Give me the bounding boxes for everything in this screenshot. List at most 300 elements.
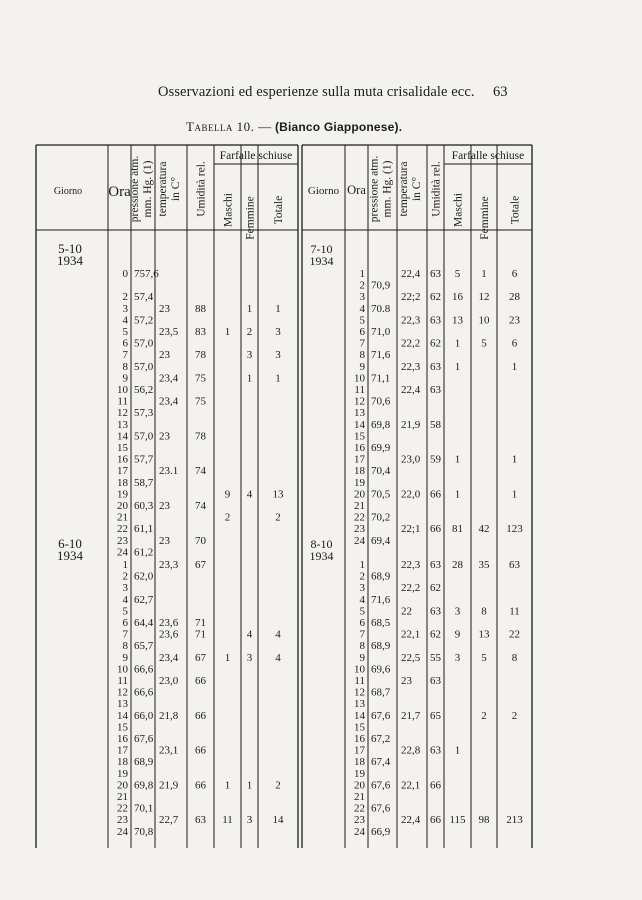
umidita-cell: 63 [430, 559, 441, 571]
totale-cell: 63 [509, 559, 520, 571]
temperatura-cell: 22,8 [401, 744, 421, 757]
umidita-cell: 63 [430, 384, 441, 396]
ora-cell: 24 [354, 534, 365, 547]
temperatura-header: in C° [411, 176, 423, 202]
femmine-cell: 13 [478, 628, 490, 641]
pressione-cell: 70,4 [371, 465, 391, 478]
maschi-header: Maschi [222, 193, 235, 227]
ora-cell: 13 [117, 698, 128, 711]
ora-cell: 10 [354, 372, 365, 385]
femmine-cell: 5 [481, 651, 487, 664]
temperatura-cell: 22,3 [401, 559, 421, 571]
maschi-cell: 3 [454, 651, 461, 664]
maschi-cell: 81 [452, 523, 463, 536]
temperatura-cell: 21,9 [401, 418, 421, 431]
ora-cell: 21 [117, 511, 128, 524]
pressione-cell: 71,6 [371, 349, 391, 362]
giorno-header: Giorno [53, 186, 83, 197]
femmine-cell: 4 [246, 488, 253, 501]
pressione-cell: 57,4 [134, 291, 154, 304]
temperatura-cell: 23,6 [159, 617, 179, 629]
giorno-year: 1934 [57, 548, 83, 563]
ora-cell: 18 [354, 465, 365, 478]
umidita-cell: 62 [430, 628, 441, 641]
temperatura-cell: 22,4 [401, 268, 421, 280]
pressione-cell: 66,6 [134, 663, 154, 676]
femmine-cell: 3 [246, 349, 253, 362]
pressione-cell: 71,1 [371, 372, 391, 385]
giorno-date: 8-10 [310, 537, 333, 551]
pressione-cell: 68,7 [371, 686, 391, 699]
ora-cell: 6 [359, 326, 365, 338]
ora-cell: 1 [359, 268, 365, 280]
totale-cell: 213 [506, 814, 523, 827]
totale-cell: 23 [509, 314, 520, 327]
ora-cell: 19 [354, 476, 365, 489]
ora-cell: 19 [354, 767, 365, 780]
femmine-cell: 10 [478, 314, 490, 327]
maschi-cell: 1 [454, 488, 461, 501]
ora-cell: 5 [122, 605, 128, 618]
umidita-cell: 63 [430, 744, 441, 757]
umidita-cell: 70 [195, 534, 206, 547]
temperatura-cell: 23,3 [159, 559, 179, 571]
ora-cell: 22 [354, 802, 365, 815]
maschi-cell: 1 [224, 779, 231, 792]
pressione-cell: 70,1 [134, 802, 154, 815]
ora-cell: 8 [122, 640, 128, 653]
totale-cell: 22 [509, 628, 520, 641]
pressione-cell: 67,6 [134, 733, 154, 745]
pressione-cell: 67,6 [371, 709, 391, 722]
maschi-cell: 3 [454, 605, 461, 618]
umidita-cell: 66 [195, 675, 206, 687]
umidita-header: Umidità rel. [195, 161, 208, 217]
femmine-cell: 1 [246, 372, 253, 385]
ora-cell: 11 [117, 675, 128, 687]
ora-cell: 4 [122, 314, 128, 327]
maschi-cell: 1 [224, 326, 231, 338]
running-title: Osservazioni ed esperienze sulla muta crisalidale ecc. [158, 84, 475, 100]
ora-cell: 9 [122, 651, 128, 664]
pressione-header: mm. Hg. (1) [381, 160, 394, 218]
maschi-cell: 1 [224, 651, 231, 664]
ora-cell: 24 [354, 825, 365, 838]
temperatura-cell: 22,1 [401, 779, 421, 792]
pressione-cell: 69,4 [371, 534, 391, 547]
totale-cell: 28 [509, 291, 520, 304]
ora-cell: 18 [117, 756, 128, 769]
temperatura-cell: 22,1 [401, 628, 421, 641]
pressione-cell: 70,8 [134, 825, 154, 838]
femmine-cell: 35 [478, 559, 490, 571]
ora-cell: 9 [122, 372, 128, 385]
ora-cell: 24 [117, 825, 128, 838]
temperatura-cell: 23,6 [159, 628, 179, 641]
totale-cell: 13 [272, 488, 284, 501]
ora-cell: 22 [117, 523, 128, 536]
pressione-header: pressione atm. [129, 155, 141, 223]
umidita-cell: 63 [430, 675, 441, 687]
temperatura-cell: 21,7 [401, 709, 421, 722]
temperatura-cell: 23 [159, 534, 170, 547]
ora-cell: 9 [359, 651, 365, 664]
ora-cell: 23 [117, 534, 128, 547]
ora-cell: 17 [354, 744, 365, 757]
giorno-date: 5-10 [58, 241, 82, 256]
umidita-cell: 63 [430, 360, 441, 373]
giorno-year: 1934 [309, 549, 334, 563]
temperatura-cell: 23,5 [159, 326, 179, 338]
femmine-cell: 4 [246, 628, 253, 641]
totale-cell: 6 [511, 337, 518, 350]
pressione-cell: 61,2 [134, 546, 154, 559]
maschi-header: Maschi [452, 193, 465, 227]
totale-header: Totale [273, 195, 285, 225]
ora-cell: 14 [117, 430, 128, 443]
umidita-cell: 66 [430, 814, 441, 827]
giorno-date: 6-10 [58, 536, 82, 551]
ora-cell: 10 [117, 663, 128, 676]
umidita-cell: 83 [195, 326, 206, 338]
maschi-cell: 1 [454, 744, 461, 757]
umidita-cell: 62 [430, 291, 441, 304]
femmine-header: Femmine [479, 196, 491, 240]
maschi-cell: 9 [224, 488, 231, 501]
pressione-cell: 757,6 [134, 268, 159, 280]
ora-cell: 9 [359, 360, 365, 373]
umidita-cell: 66 [430, 779, 441, 792]
femmine-header: Femmine [244, 196, 257, 240]
umidita-cell: 78 [195, 349, 206, 362]
ora-cell: 10 [354, 663, 365, 676]
femmine-cell: 1 [481, 268, 487, 280]
temperatura-cell: 23 [159, 500, 170, 512]
pressione-cell: 70.8 [371, 302, 391, 315]
umidita-cell: 62 [430, 582, 441, 595]
ora-cell: 2 [359, 279, 365, 292]
pressione-cell: 57,0 [134, 360, 154, 373]
temperatura-cell: 23,1 [159, 744, 179, 757]
umidita-cell: 55 [430, 651, 441, 664]
temperatura-header: temperatura [157, 161, 169, 217]
umidita-cell: 66 [195, 709, 206, 722]
ora-cell: 15 [117, 721, 128, 734]
pressione-cell: 62,7 [134, 593, 154, 606]
ora-cell: 6 [122, 337, 128, 350]
totale-cell: 2 [275, 511, 281, 524]
ora-cell: 21 [354, 791, 365, 803]
pressione-cell: 62,0 [134, 570, 154, 583]
pressione-cell: 57,3 [134, 407, 154, 420]
ora-cell: 18 [354, 756, 365, 769]
ora-cell: 13 [354, 407, 365, 420]
temperatura-cell: 21,8 [159, 709, 179, 722]
femmine-cell: 5 [481, 337, 487, 350]
pressione-cell: 57,2 [134, 314, 154, 327]
totale-cell: 3 [275, 349, 281, 362]
ora-cell: 24 [117, 546, 128, 559]
temperatura-cell: 23 [159, 349, 170, 362]
maschi-cell: 5 [454, 268, 461, 280]
ora-cell: 12 [117, 686, 128, 699]
temperatura-cell: 22,0 [401, 488, 421, 501]
ora-cell: 21 [354, 500, 365, 512]
umidita-cell: 67 [195, 651, 206, 664]
pressione-cell: 58,7 [134, 476, 154, 489]
ora-cell: 1 [359, 559, 365, 571]
ora-cell: 8 [122, 360, 128, 373]
umidita-cell: 67 [195, 559, 206, 571]
pressione-header: mm. Hg. (1) [142, 160, 154, 218]
ora-cell: 6 [359, 617, 365, 629]
table-label: Tabella 10. — [186, 119, 272, 134]
umidita-cell: 74 [195, 500, 206, 512]
totale-cell: 2 [275, 779, 281, 792]
pressione-cell: 61,1 [134, 523, 154, 536]
ora-cell: 19 [117, 488, 128, 501]
ora-cell: 17 [354, 453, 365, 466]
totale-cell: 4 [275, 651, 281, 664]
femmine-cell: 3 [246, 814, 253, 827]
pressione-cell: 68,9 [371, 570, 391, 583]
pressione-cell: 57,0 [134, 430, 154, 443]
ora-cell: 10 [117, 384, 128, 396]
totale-cell: 4 [275, 628, 281, 641]
pressione-cell: 68,9 [134, 756, 154, 769]
pressione-cell: 66,6 [134, 686, 154, 699]
ora-cell: 12 [354, 395, 365, 408]
femmine-cell: 2 [246, 326, 253, 338]
ora-cell: 16 [354, 442, 365, 454]
umidita-cell: 71 [195, 617, 206, 629]
pressione-cell: 56,2 [134, 384, 154, 396]
umidita-cell: 71 [195, 628, 206, 641]
temperatura-cell: 22 [401, 605, 412, 618]
umidita-cell: 66 [430, 488, 441, 501]
totale-cell: 1 [511, 453, 518, 466]
totale-cell: 2 [511, 709, 518, 722]
femmine-cell: 12 [478, 291, 490, 304]
pressione-cell: 66,0 [134, 709, 154, 722]
ora-cell: 2 [359, 570, 365, 583]
temperatura-cell: 23,0 [159, 675, 179, 687]
farfalle-header: Farfalle schiuse [451, 150, 525, 162]
ora-cell: 23 [117, 814, 128, 827]
pressione-cell: 67,4 [371, 756, 391, 769]
table-title: (Bianco Giapponese). [274, 120, 403, 134]
ora-cell: 17 [117, 465, 128, 478]
umidita-cell: 66 [195, 744, 206, 757]
ora-cell: 22 [117, 802, 128, 815]
ora-cell: 12 [117, 407, 128, 420]
pressione-cell: 69,8 [134, 779, 154, 792]
totale-cell: 11 [509, 605, 520, 618]
ora-cell: 7 [359, 628, 365, 641]
maschi-cell: 13 [452, 314, 463, 327]
totale-cell: 1 [275, 302, 281, 315]
ora-cell: 14 [117, 709, 128, 722]
pressione-cell: 57,0 [134, 337, 154, 350]
ora-cell: 1 [122, 559, 128, 571]
umidita-cell: 63 [430, 314, 441, 327]
ora-cell: 18 [117, 476, 128, 489]
femmine-cell: 3 [246, 651, 253, 664]
ora-cell: 3 [122, 302, 128, 315]
pressione-cell: 57,7 [134, 453, 154, 466]
ora-cell: 23 [354, 523, 365, 536]
ora-cell: 4 [359, 302, 365, 315]
ora-cell: 4 [122, 593, 128, 606]
pressione-cell: 65,7 [134, 640, 154, 653]
giorno-date: 7-10 [310, 242, 333, 256]
ora-cell: 13 [117, 418, 128, 431]
temperatura-cell: 23,4 [159, 651, 179, 664]
temperatura-cell: 22,7 [159, 814, 179, 827]
totale-cell: 1 [275, 372, 281, 385]
pressione-cell: 64,4 [134, 617, 154, 629]
table-text [54, 150, 524, 838]
umidita-cell: 66 [430, 523, 441, 536]
temperatura-header: in C° [170, 176, 182, 202]
umidita-cell: 63 [195, 814, 206, 827]
ora-cell: 16 [354, 733, 365, 745]
pressione-cell: 69,8 [371, 418, 391, 431]
ora-cell: 7 [359, 337, 365, 350]
maschi-cell: 115 [449, 814, 466, 827]
femmine-cell: 98 [478, 814, 490, 827]
giorno-year: 1934 [57, 253, 83, 268]
femmine-cell: 1 [246, 779, 253, 792]
ora-cell: 11 [354, 384, 365, 396]
umidita-cell: 63 [430, 605, 441, 618]
totale-cell: 1 [511, 360, 518, 373]
temperatura-cell: 23,0 [401, 453, 421, 466]
pressione-cell: 69,9 [371, 442, 391, 454]
umidita-cell: 63 [430, 268, 441, 280]
ora-cell: 5 [359, 605, 365, 618]
femmine-cell: 2 [481, 709, 487, 722]
ora-cell: 20 [117, 779, 128, 792]
temperatura-cell: 23.1 [159, 465, 179, 478]
pressione-header: pressione atm. [368, 155, 381, 223]
umidita-cell: 59 [430, 453, 441, 466]
ora-cell: 19 [117, 767, 128, 780]
pressione-cell: 60,3 [134, 500, 154, 512]
umidita-cell: 75 [195, 372, 206, 385]
farfalle-header: Farfalle schiuse [219, 150, 293, 162]
femmine-cell: 1 [246, 302, 253, 315]
totale-cell: 8 [511, 651, 518, 664]
umidita-cell: 65 [430, 709, 441, 722]
ora-cell: 20 [354, 488, 365, 501]
temperatura-cell: 22;2 [401, 291, 421, 304]
temperatura-cell: 22,4 [401, 384, 421, 396]
umidita-cell: 75 [195, 395, 206, 408]
ora-cell: 15 [354, 721, 365, 734]
pressione-cell: 71,6 [371, 593, 391, 606]
umidita-cell: 58 [430, 418, 441, 431]
ora-cell: 2 [122, 570, 128, 583]
ora-cell: 7 [122, 628, 128, 641]
pressione-cell: 68,9 [371, 640, 391, 653]
ora-cell: 7 [122, 349, 128, 362]
maschi-cell: 2 [224, 511, 231, 524]
temperatura-cell: 23 [401, 675, 412, 687]
maschi-cell: 28 [452, 559, 463, 571]
maschi-cell: 1 [454, 337, 461, 350]
maschi-cell: 16 [452, 291, 463, 304]
ora-cell: 2 [122, 291, 128, 304]
pressione-cell: 68,5 [371, 617, 391, 629]
ora-cell: 6 [122, 617, 128, 629]
ora-cell: 8 [359, 640, 365, 653]
maschi-cell: 1 [454, 453, 461, 466]
totale-cell: 123 [506, 523, 523, 536]
ora-cell: 5 [359, 314, 365, 327]
temperatura-cell: 22,5 [401, 651, 421, 664]
umidita-cell: 62 [430, 337, 441, 350]
ora-cell: 14 [354, 418, 365, 431]
ora-header: Ora [347, 183, 366, 197]
umidita-cell: 66 [195, 779, 206, 792]
pressione-cell: 71,0 [371, 326, 391, 338]
pressione-cell: 70,5 [371, 488, 391, 501]
temperatura-cell: 22,3 [401, 314, 421, 327]
umidita-cell: 88 [195, 302, 206, 315]
ora-cell: 17 [117, 744, 128, 757]
temperatura-cell: 23 [159, 430, 170, 443]
temperatura-cell: 22;1 [401, 523, 421, 536]
femmine-cell: 8 [481, 605, 487, 618]
temperatura-cell: 22,4 [401, 814, 421, 827]
totale-cell: 3 [275, 326, 281, 338]
temperatura-cell: 23 [159, 302, 170, 315]
temperatura-cell: 21,9 [159, 779, 179, 792]
maschi-cell: 11 [222, 814, 233, 827]
ora-cell: 22 [354, 511, 365, 524]
ora-cell: 20 [117, 500, 128, 512]
temperatura-cell: 23,4 [159, 372, 179, 385]
ora-cell: 13 [354, 698, 365, 711]
ora-cell: 12 [354, 686, 365, 699]
ora-cell: 16 [117, 453, 128, 466]
ora-cell: 14 [354, 709, 365, 722]
totale-cell: 1 [511, 488, 518, 501]
ora-cell: 5 [122, 326, 128, 338]
ora-cell: 15 [117, 442, 128, 454]
totale-cell: 14 [272, 814, 284, 827]
pressione-cell: 67,6 [371, 802, 391, 815]
ora-cell: 20 [354, 779, 365, 792]
umidita-cell: 74 [195, 465, 206, 478]
pressione-cell: 70,2 [371, 511, 391, 524]
pressione-cell: 69,6 [371, 663, 391, 676]
pressione-cell: 67,2 [371, 733, 391, 745]
femmine-cell: 42 [478, 523, 490, 536]
totale-cell: 6 [511, 268, 518, 280]
ora-cell: 11 [117, 395, 128, 408]
temperatura-cell: 22,2 [401, 582, 421, 595]
pressione-cell: 70,6 [371, 395, 391, 408]
temperatura-header: temperatura [398, 161, 410, 217]
giorno-header: Giorno [307, 185, 340, 197]
ora-cell: 15 [354, 430, 365, 443]
ora-cell: 21 [117, 791, 128, 803]
maschi-cell: 1 [454, 360, 461, 373]
giorno-year: 1934 [309, 254, 334, 268]
pressione-cell: 66,9 [371, 825, 391, 838]
